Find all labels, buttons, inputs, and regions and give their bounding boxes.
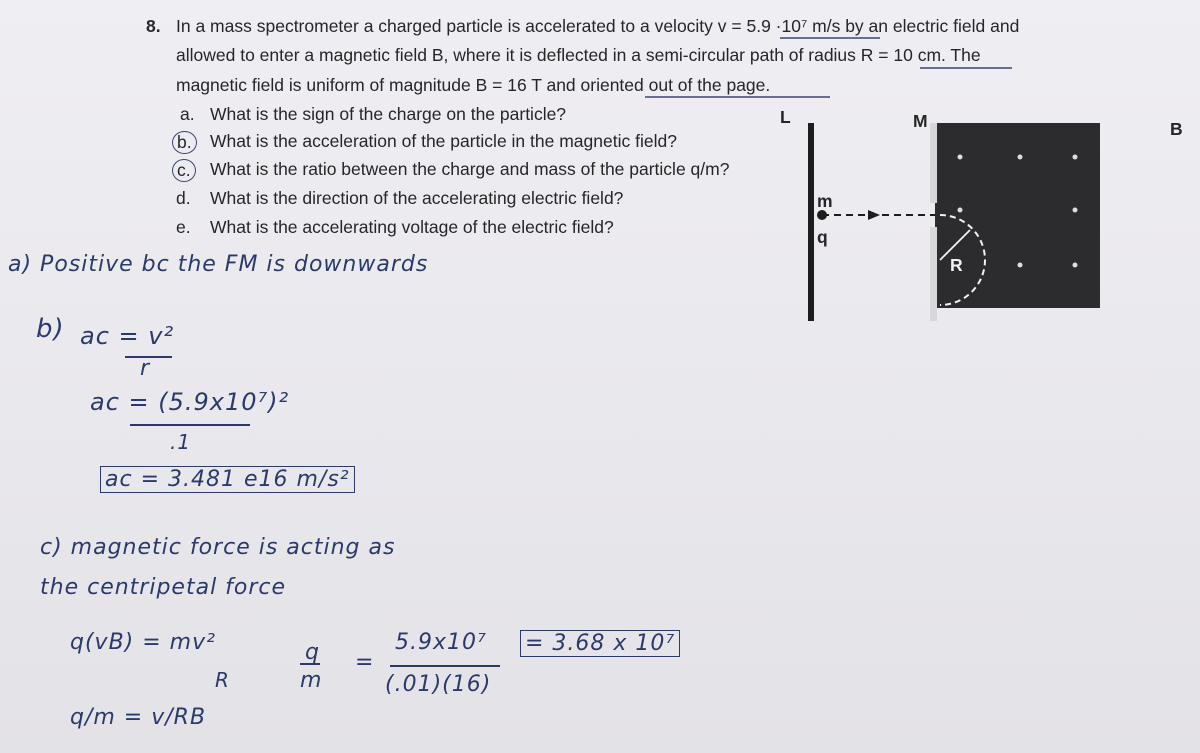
question-line-3: magnetic field is uniform of magnitude B = 16 T and oriented out of the page. bbox=[176, 75, 771, 95]
part-e-letter: e. bbox=[176, 217, 191, 237]
part-a-letter: a. bbox=[180, 104, 195, 124]
answer-b-substitution: ac = (5.9x10⁷)² bbox=[90, 388, 290, 416]
question-line-2: allowed to enter a magnetic field B, where it is deflected in a semi-circular path of radius R = 10 cm. The bbox=[176, 45, 981, 65]
label-q: q bbox=[817, 227, 828, 247]
answer-a: a) Positive bc the FM is downwards bbox=[8, 252, 429, 277]
part-c-text: What is the ratio between the charge and mass of the particle q/m? bbox=[210, 159, 730, 179]
answer-b-result: ac = 3.481 e16 m/s² bbox=[100, 466, 355, 493]
answer-c-eq2: q/m = v/RB bbox=[70, 705, 207, 730]
answer-b-label: b) bbox=[36, 314, 65, 344]
answer-c-frac-lhs-den: m bbox=[300, 668, 323, 693]
question-line-1: In a mass spectrometer a charged particle is accelerated to a velocity v = 5.9 ·10⁷ m/s by an electric field and bbox=[176, 16, 1020, 36]
answer-b-formula-den: r bbox=[140, 356, 151, 381]
answer-c-frac-num: 5.9x10⁷ bbox=[395, 630, 487, 655]
part-b-letter: b. bbox=[172, 131, 197, 154]
label-m: m bbox=[817, 191, 833, 211]
answer-c-frac-den: (.01)(16) bbox=[385, 672, 492, 697]
label-B: B bbox=[1170, 119, 1183, 139]
label-M: M bbox=[913, 111, 928, 131]
answer-c-line2: the centripetal force bbox=[40, 575, 287, 600]
part-c-letter: c. bbox=[172, 159, 196, 182]
answer-b-substitution-den: .1 bbox=[170, 430, 192, 454]
part-b-text: What is the acceleration of the particle in the magnetic field? bbox=[210, 131, 677, 151]
label-L: L bbox=[780, 107, 791, 127]
part-a-text: What is the sign of the charge on the particle? bbox=[210, 104, 567, 124]
answer-c-eq1-den: R bbox=[215, 668, 230, 692]
answer-b-formula: ac = v² bbox=[80, 322, 175, 350]
answer-c-line1: c) magnetic force is acting as bbox=[40, 535, 396, 560]
answer-c-eq1: q(vB) = mv² bbox=[70, 630, 216, 655]
answer-c-result: = 3.68 x 10⁷ bbox=[520, 630, 680, 657]
label-R: R bbox=[950, 255, 963, 275]
part-e-text: What is the accelerating voltage of the electric field? bbox=[210, 217, 614, 237]
answer-c-eq-sign: = bbox=[355, 650, 375, 675]
answer-c-frac-lhs-num: q bbox=[305, 640, 320, 665]
question-number: 8. bbox=[146, 16, 161, 36]
part-d-text: What is the direction of the accelerating electric field? bbox=[210, 188, 624, 208]
part-d-letter: d. bbox=[176, 188, 191, 208]
